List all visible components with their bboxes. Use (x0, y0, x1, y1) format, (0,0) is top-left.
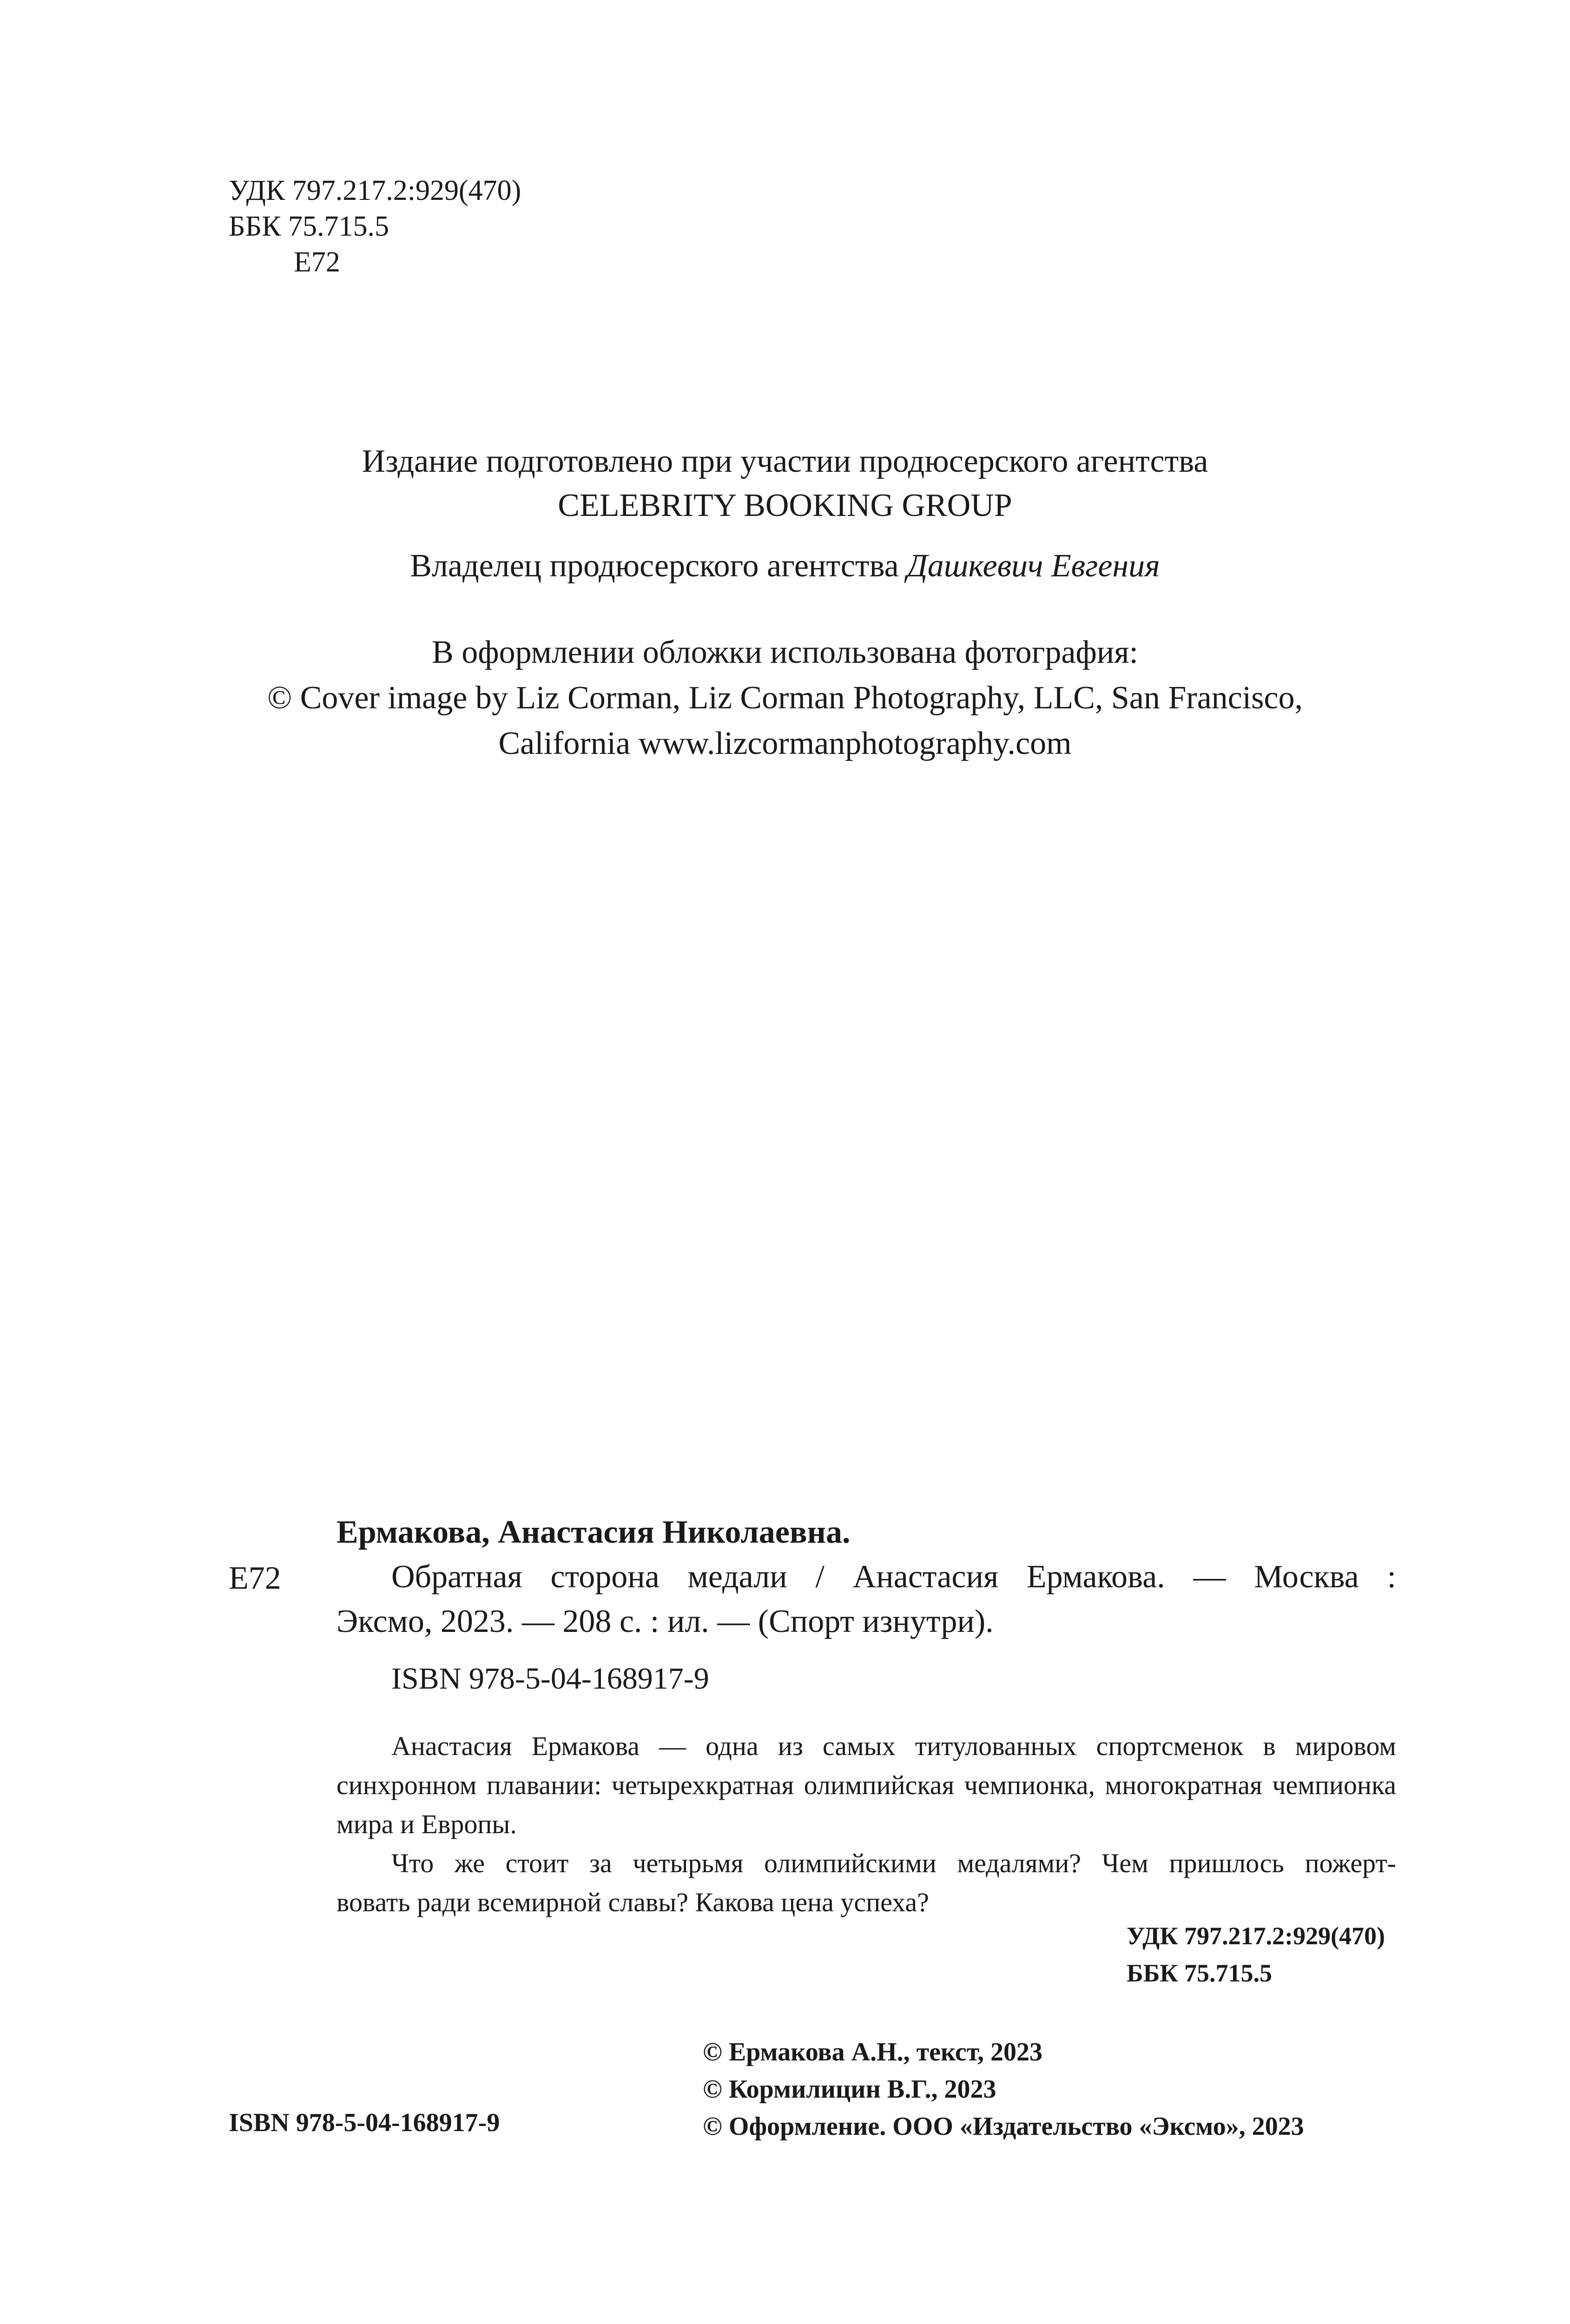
owner-name: Дашкевич Евгения (907, 548, 1160, 584)
bbk-code: ББК 75.715.5 (229, 211, 389, 242)
annotation (336, 1727, 1396, 1922)
copyright-line: © Ермакова А.Н., текст, 2023 (703, 2038, 1043, 2067)
agency-line-2: CELEBRITY BOOKING GROUP (558, 488, 1012, 523)
annotation-paragraph-2-line-2: вовать ради всемирной славы? Какова цена успеха? (336, 1887, 929, 1917)
copyright-line: © Кормилицин В.Г., 2023 (703, 2075, 996, 2104)
cover-line-3: California www.lizcormanphotography.com (498, 726, 1072, 761)
author-sign: Е72 (294, 246, 340, 278)
bibliographic-line-2: Эксмо, 2023. — 208 с. : ил. — (Спорт изнутри). (336, 1604, 994, 1639)
bibliographic-isbn: ISBN 978-5-04-168917-9 (391, 1662, 709, 1696)
top-classification-codes (229, 173, 521, 280)
agency-line-1: Издание подготовлено при участии продюсерского агентства (362, 443, 1208, 479)
udk-code-bottom: УДК 797.217.2:929(470) (1127, 1922, 1385, 1950)
annotation-paragraph-1: Анастасия Ермакова — одна из самых титулованных спортсменок в мировом синхронном плавании: четырехкратная олимпийская чемпионка, многократная чемпионка мира и Европы. (336, 1731, 1396, 1839)
bibliographic-code: Е72 (229, 1560, 281, 1596)
udk-code: УДК 797.217.2:929(470) (229, 175, 521, 206)
bibliographic-author: Ермакова, Анастасия Николаевна. (336, 1514, 851, 1550)
copyright-block (703, 2034, 1304, 2145)
bibliographic-record (336, 1555, 1396, 1644)
cover-line-1: В оформлении обложки использована фотография: (432, 634, 1138, 670)
bbk-code-bottom: ББК 75.715.5 (1127, 1959, 1273, 1987)
bibliographic-line-1: Обратная сторона медали / Анастасия Ермакова. — Москва : (391, 1559, 1396, 1595)
cover-photo-credit (0, 630, 1570, 766)
copyright-line: © Оформление. ООО «Издательство «Эксмо», 2023 (703, 2112, 1304, 2141)
agency-owner (0, 544, 1570, 588)
agency-credit (0, 439, 1570, 528)
bottom-classification-codes (1127, 1917, 1385, 1992)
cover-line-2: © Cover image by Liz Corman, Liz Corman Photography, LLC, San Francisco, (267, 680, 1303, 716)
annotation-paragraph-2-line-1: Что же стоит за четырьмя олимпийскими медалями? Чем пришлось пожерт- (391, 1848, 1396, 1878)
owner-prefix: Владелец продюсерского агентства (410, 548, 907, 584)
isbn-bottom: ISBN 978-5-04-168917-9 (229, 2108, 500, 2137)
